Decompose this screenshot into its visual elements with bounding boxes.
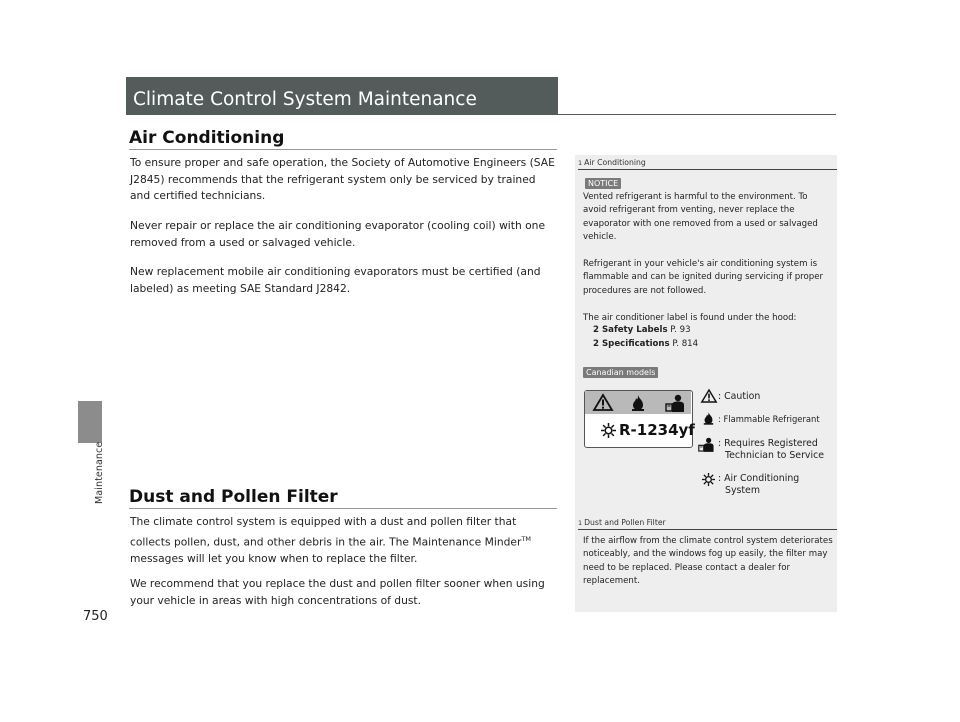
dust-filter-note-text: If the airflow from the climate control system deteriorates noticeably, and the windows fog up easily, the filter may need to be replaced. Please contact a dealer for replacement.: [583, 536, 833, 586]
air-conditioning-icon: [702, 473, 715, 486]
legend-air-conditioning-line1: : Air Conditioning: [718, 473, 800, 484]
paragraph: To ensure proper and safe operation, the Society of Automotive Engineers (SAE J2845) recommends that the refrigerant system only be serviced by trained and certified technicians.: [130, 156, 555, 203]
legend-caution: : Caution: [718, 391, 761, 402]
technician-icon: [698, 437, 716, 452]
cross-reference-specifications[interactable]: 2 Specifications P. 814: [593, 339, 699, 349]
chapter-rule: [558, 114, 836, 115]
flame-icon: [631, 394, 645, 411]
flame-icon: [703, 411, 714, 425]
legend-air-conditioning-line2: System: [725, 485, 760, 496]
section-heading-air-conditioning: Air Conditioning: [129, 128, 285, 148]
section-rule: [129, 149, 557, 150]
legend-technician-line1: : Requires Registered: [718, 438, 818, 449]
paragraph: The climate control system is equipped with a dust and pollen filter that collects pollen, dust, and other debris in the air. The Maintenance Minder™ messages will let you know when to replace the filter.: [130, 515, 531, 565]
side-tab-label: Maintenance: [94, 441, 105, 504]
trademark-mark: TM: [521, 534, 531, 543]
notice-text: Vented refrigerant is harmful to the environment. To avoid refrigerant from venting, never replace the evaporator with one removed from a used or salvaged vehicle.: [583, 192, 818, 242]
section-heading-dust-pollen-filter: Dust and Pollen Filter: [129, 487, 338, 507]
legend-flammable-refrigerant: : Flammable Refrigerant: [718, 414, 820, 424]
note-rule: [578, 529, 837, 530]
paragraph: Never repair or replace the air conditioning evaporator (cooling coil) with one removed from a used or salvaged vehicle.: [130, 219, 546, 249]
canadian-models-badge: Canadian models: [583, 367, 658, 378]
paragraph: New replacement mobile air conditioning evaporators must be certified (and labeled) as meeting SAE Standard J2842.: [130, 265, 541, 295]
flammable-text: Refrigerant in your vehicle's air conditioning system is flammable and can be ignited during servicing if proper procedures are not followed.: [583, 259, 824, 296]
cross-reference-safety-labels[interactable]: 2 Safety Labels P. 93: [593, 325, 691, 335]
notice-badge: NOTICE: [585, 178, 621, 189]
note-title-air-conditioning: 1 Air Conditioning: [578, 158, 646, 167]
technician-icon: [665, 394, 687, 412]
air-conditioning-icon: [601, 423, 616, 438]
legend-technician-line2: Technician to Service: [725, 450, 825, 461]
caution-icon: [701, 389, 717, 403]
chapter-title: Climate Control System Maintenance: [133, 89, 477, 110]
note-rule: [578, 169, 837, 170]
page-number: 750: [83, 609, 108, 624]
label-location-text: The air conditioner label is found under the hood:: [583, 313, 797, 323]
note-title-dust-pollen-filter: 1 Dust and Pollen Filter: [578, 518, 666, 527]
refrigerant-type-label: R-1234yf: [619, 421, 695, 439]
section-rule: [129, 508, 557, 509]
caution-icon: [593, 394, 613, 411]
paragraph: We recommend that you replace the dust and pollen filter sooner when using your vehicle in areas with high concentrations of dust.: [130, 577, 545, 607]
